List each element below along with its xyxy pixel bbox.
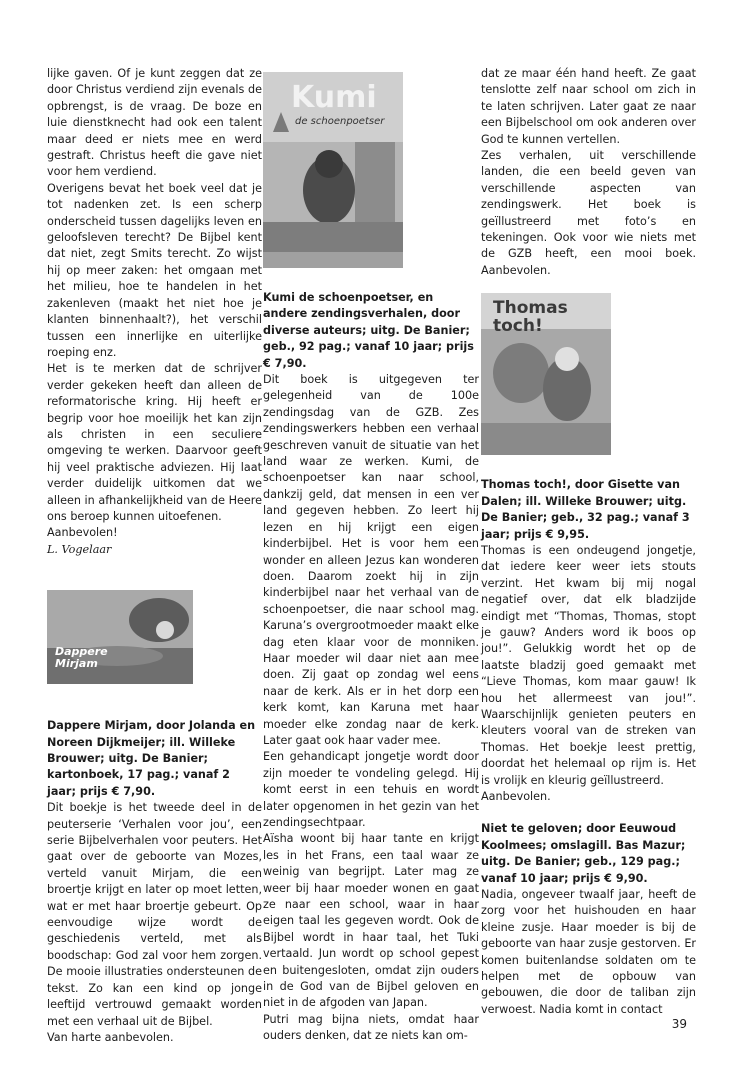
column-3 <box>481 66 696 1018</box>
paragraph: Nadia, ongeveer twaalf jaar, heeft de zorg voor het huishouden en haar kleine zusje. Haar moeder is bij de geboorte van haar zusje gestorven. Er komen buitenlandse soldaten om te helpen met de opbouw van gebouwen, die door de taliban zijn verwoest. Nadia komt in contact <box>481 888 696 1016</box>
paragraph: Thomas is een ondeugend jongetje, dat iedere keer weer iets stouts verzint. Het kwam bij mij nogal negatief over, dat elk bladzijde eindigt met “Thomas, Thomas, stopt je gauw? Anders word ik boos op jou!”. Gelukkig wordt het op de laatste bladzij goed gemaakt met “Lieve Thomas, kom maar gauw! Ik hou het allermeest van jou!”. Waarschijnlijk genieten peuters en kleuters vooral van de streken van Thomas. Het boekje leest prettig, doordat het helemaal op rijm is. Het is vrolijk en kleurig geïllustreerd. <box>481 543 696 787</box>
cover-title: Kumi <box>291 80 377 115</box>
book-cover-kumi <box>263 72 403 268</box>
book-cover-dappere-mirjam <box>47 590 193 684</box>
paragraph: Van harte aanbevolen. <box>47 1030 174 1044</box>
page-number: 39 <box>671 1017 687 1031</box>
paragraph: Putri mag bijna niets, omdat haar ouders denken, dat ze niets kan om- <box>263 1012 479 1043</box>
cover-title: Dappere Mirjam <box>55 645 108 671</box>
paragraph: Dit boekje is het tweede deel in de peuterserie ‘Verhalen voor jou’, een serie Bijbelverhalen voor peuters. Het gaat over de geboorte van Mozes, verteld vanuit Mirjam, die een broertje krijgt en later op moet letten, wat er met haar broertje gebeurt. Op eenvoudige wijze wordt de geschiedenis verteld, met als boodschap: God zal voor hem zorgen. De mooie illustraties ondersteunen de tekst. Zo kan een kind op jonge leeftijd vertrouwd gemaakt worden met een verhaal uit de Bijbel. <box>47 801 262 1028</box>
review-signature: L. Vogelaar <box>47 542 112 556</box>
paragraph: Aïsha woont bij haar tante en krijgt les in het Frans, een taal waar ze weinig van begrijpt. Later mag ze weer bij haar moeder wonen en gaat ze naar een school, waar in haar eigen taal les gegeven wordt. Ook de Bijbel wordt in haar taal, het Tuki vertaald. Jun wordt op school gepest en buitengesloten, omdat zijn ouders in de God van de Bijbel geloven en niet in de afgoden van Japan. <box>263 832 479 1010</box>
book-cover-thomas-toch <box>481 293 611 455</box>
paragraph: Het is te merken dat de schrijver verder gekeken heeft dan alleen de reformatorische kring. Hij heeft er begrip voor hoe moeilijk het kan zijn als christen in een seculiere omgeving te werken. Daarvoor geeft hij veel praktische adviezen. Hij laat verder duidelijk uitkomen dat we alleen in afhankelijkheid van de Heere ons beroep kunnen uitoefenen. <box>47 362 262 523</box>
review-title: Dappere Mirjam, door Jolanda en Noreen Dijkmeijer; ill. Willeke Brouwer; uitg. De Banier; kartonboek, 17 pag.; vanaf 2 jaar; prijs € 7,90. <box>47 719 256 798</box>
cover-subtitle: de schoenpoetser <box>295 116 385 127</box>
paragraph: lijke gaven. Of je kunt zeggen dat ze door Christus verdiend zijn evenals de opbrengst, is de vraag. De boze en luie dienstknecht had ook een talent maar deed er niets mee en werd gestraft. Christus heeft die gave niet voor hem verdiend. <box>47 67 262 179</box>
review-title: Thomas toch!, door Gisette van Dalen; ill. Willeke Brouwer; uitg. De Banier; geb., 32 pag.; vanaf 3 jaar; prijs € 9,95. <box>481 478 690 541</box>
review-title: Niet te geloven; door Eeuwoud Koolmees; omslagill. Bas Mazur; uitg. De Banier; geb., 129 pag.; vanaf 10 jaar; prijs € 9,90. <box>481 822 686 885</box>
column-1 <box>47 66 262 1046</box>
paragraph: Aanbevolen. <box>481 790 551 803</box>
cover-title: Thomas toch! <box>493 298 568 337</box>
paragraph: Dit boek is uitgegeven ter gelegenheid van de 100e zendingsdag van de GZB. Zes zendingswerkers hebben een verhaal geschreven vanuit de situatie van het land waar ze werken. Kumi, de schoenpoetser kan naar school, dankzij geld, dat mensen in een ver land gegeven hebben. Zo leert hij lezen en hij krijgt een eigen kinderbijbel. Het is voor hem een wonder en alleen Jezus kan wonderen doen. Daarom zoekt hij in zijn kinderbijbel naar het verhaal van de schoenpoetser, die naar school mag. Karuna’s overgrootmoeder maakt elke dag eten klaar voor de monniken. Haar moeder wil daar niet aan mee doen. Zij gaat op zondag wel eens naar de kerk. Als er in het dorp een kerk komt, kan Karuna met haar moeder elke zondag naar de kerk. Later gaat ook haar vader mee. <box>263 373 479 747</box>
paragraph: Overigens bevat het boek veel dat je tot nadenken zet. Is een scherp onderscheid tussen dagelijks leven en geloofsleven terecht? De Bijbel kent dat niet, zegt Smits terecht. Zo wijst hij op meer zaken: het omgaan met het milieu, hoe te handelen in het zakenleven (maakt het niet hoe je klanten binnenhaalt?), het verschil tussen een innerlijke en uiterlijke roeping enz. <box>47 181 262 359</box>
paragraph: Een gehandicapt jongetje wordt door zijn moeder te vondeling gelegd. Hij komt eerst in een tehuis en wordt later opgenomen in het gezin van het zendingsechtpaar. <box>263 750 479 829</box>
paragraph: dat ze maar één hand heeft. Ze gaat tenslotte zelf naar school om zich in te laten schrijven. Later gaat ze naar een Bijbelschool om ook anderen over God te kunnen vertellen. <box>481 67 696 146</box>
review-title: Kumi de schoenpoetser, en andere zendingsverhalen, door diverse auteurs; uitg. De Banier; geb., 92 pag.; vanaf 10 jaar; prijs € 7,90. <box>263 291 474 370</box>
paragraph: Aanbevolen! <box>47 526 118 540</box>
column-2 <box>263 66 479 1045</box>
paragraph: Zes verhalen, uit verschillende landen, die een beeld geven van verschillende aspecten van zendingswerk. Het boek is geïllustreerd met foto’s en tekeningen. Ook voor wie niets met de GZB heeft, een mooi boek. Aanbevolen. <box>481 149 696 277</box>
